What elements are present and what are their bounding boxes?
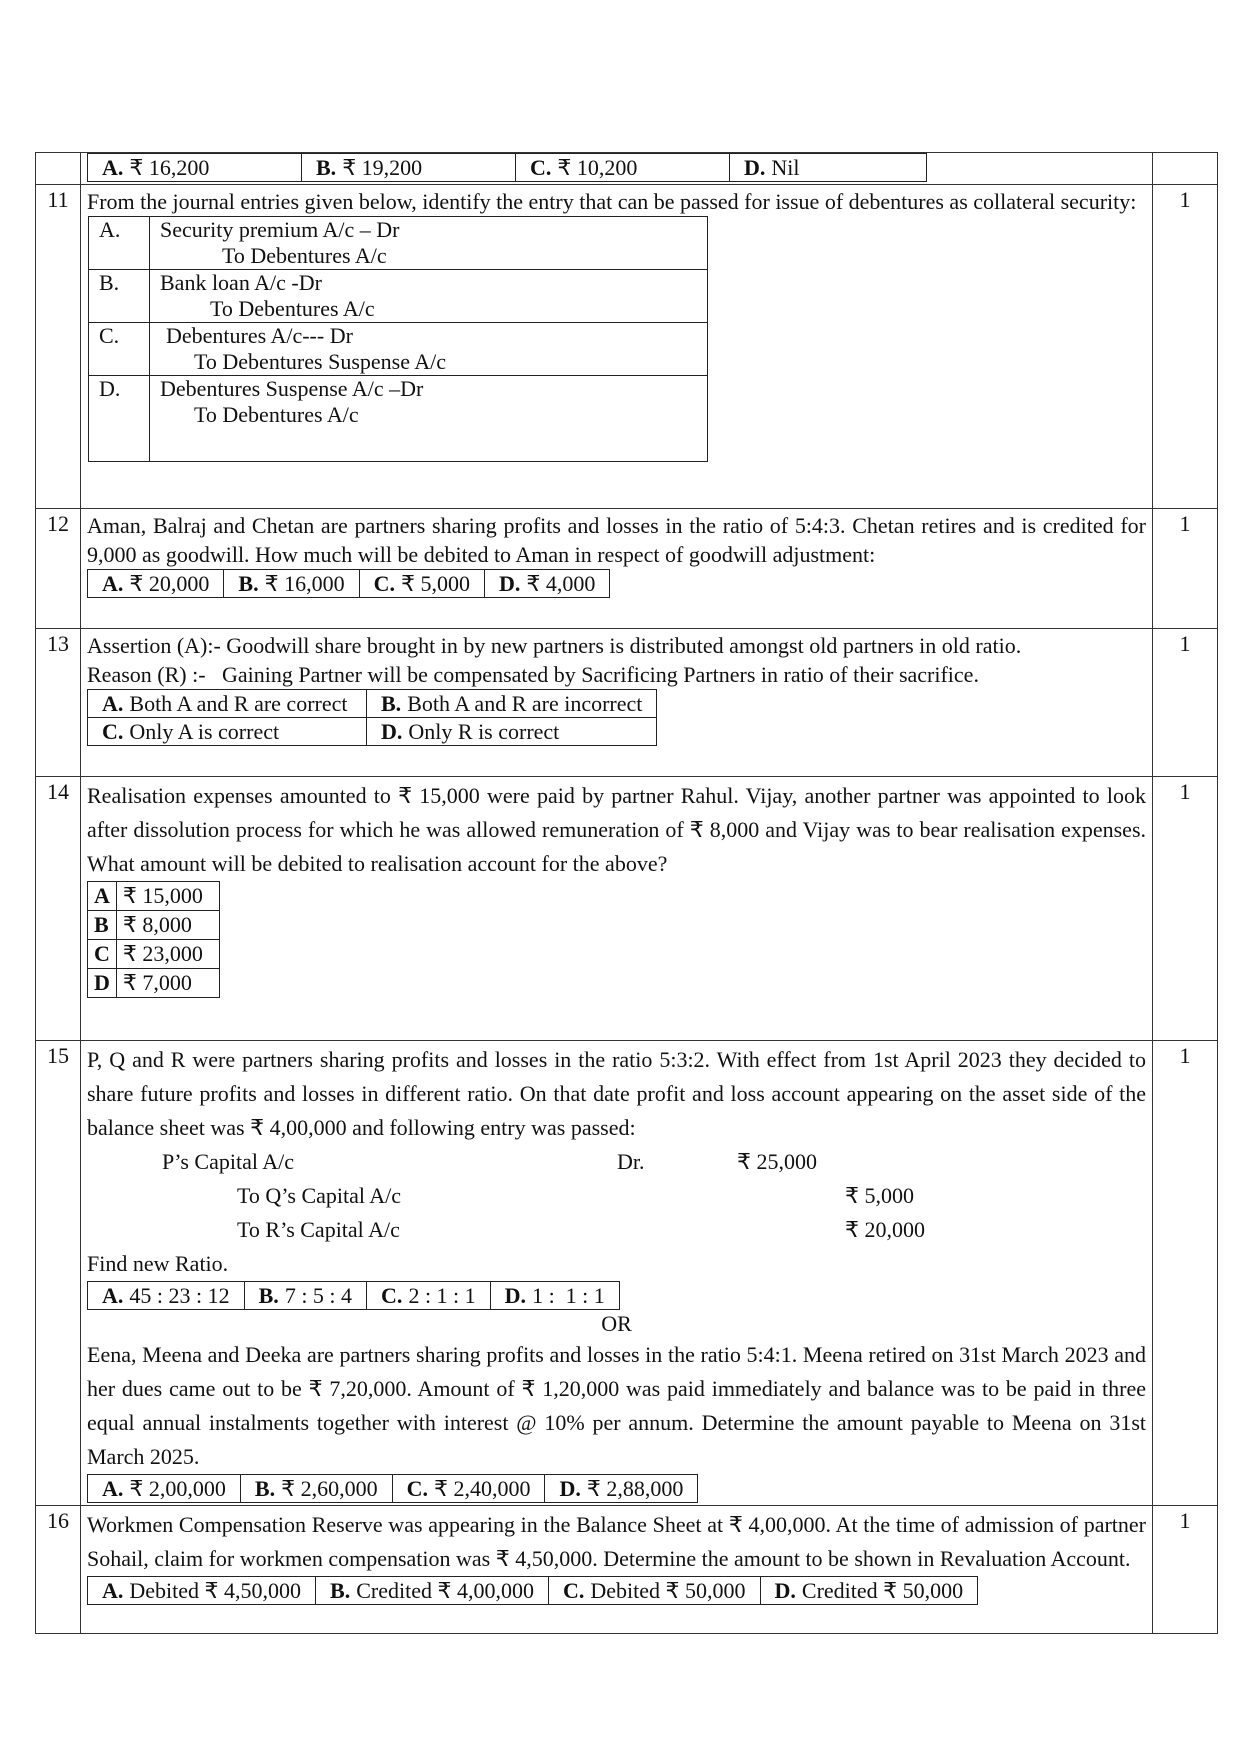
marks [1153, 153, 1218, 185]
questions-table [35, 152, 1218, 1634]
option-a: A. ₹ 16,200 [88, 154, 302, 182]
marks: 1 [1153, 629, 1218, 777]
option-a: A ₹ 15,000 [88, 882, 220, 911]
question-text: Realisation expenses amounted to ₹ 15,000 were paid by partner Rahul. Vijay, another partner was appointed to look after dissolution process for which he was allowed remuneration of ₹ 8,000 and Vijay was to bear realisation expenses. What amount will be debited to realisation account for the above? [87, 783, 1146, 876]
option-b: B. 7 : 5 : 4 [244, 1282, 366, 1310]
option-b: B. Bank loan A/c -Dr To Debentures A/c [89, 270, 708, 323]
option-d: D. Debentures Suspense A/c –Dr To Debentures A/c [89, 376, 708, 462]
question-number: 14 [36, 777, 81, 1041]
question-16 [36, 1506, 1218, 1634]
q10-options [87, 153, 927, 182]
assertion-text: Assertion (A):- Goodwill share brought in by new partners is distributed amongst old partners in old ratio. [87, 633, 1022, 658]
options [87, 689, 657, 746]
option-d: D. ₹ 4,000 [484, 570, 609, 598]
marks: 1 [1153, 509, 1218, 629]
option-d: D ₹ 7,000 [88, 969, 220, 998]
marks: 1 [1153, 185, 1218, 509]
question-14 [36, 777, 1218, 1041]
question-ask: Find new Ratio. [87, 1251, 229, 1276]
option-a: A. ₹ 2,00,000 [88, 1475, 241, 1503]
question-number: 15 [36, 1041, 81, 1506]
question-text: Workmen Compensation Reserve was appearing in the Balance Sheet at ₹ 4,00,000. At the time of admission of partner Sohail, claim for workmen compensation was ₹ 4,50,000. Determine the amount to be shown in Revaluation Account. [87, 1512, 1146, 1571]
reason-text: Reason (R) :- Gaining Partner will be compensated by Sacrificing Partners in ratio of their sacrifice. [87, 662, 979, 687]
option-a: A. 45 : 23 : 12 [88, 1282, 245, 1310]
option-c: C. Debited ₹ 50,000 [548, 1577, 760, 1605]
option-c: C. Debentures A/c--- Dr To Debentures Suspense A/c [89, 323, 708, 376]
question-11 [36, 185, 1218, 509]
option-d: D. Credited ₹ 50,000 [760, 1577, 978, 1605]
marks: 1 [1153, 777, 1218, 1041]
question-number: 12 [36, 509, 81, 629]
option-d: D. 1 : 1 : 1 [490, 1282, 619, 1310]
question-number [36, 153, 81, 185]
options [87, 1281, 620, 1310]
question-text: From the journal entries given below, identify the entry that can be passed for issue of debentures as collateral security: [87, 189, 1137, 214]
option-c: C ₹ 23,000 [88, 940, 220, 969]
question-number: 11 [36, 185, 81, 509]
option-c: C. ₹ 10,200 [516, 154, 730, 182]
option-b: B. Credited ₹ 4,00,000 [316, 1577, 549, 1605]
question-number: 16 [36, 1506, 81, 1634]
option-b: B. ₹ 19,200 [302, 154, 516, 182]
journal-entry: P’s Capital A/c Dr. ₹ 25,000 To Q’s Capital A/c ₹ 5,000 To R’s Capital A/c ₹ 20,000 [162, 1149, 925, 1242]
alternative-options [87, 1474, 698, 1503]
question-number: 13 [36, 629, 81, 777]
option-b: B. ₹ 2,60,000 [240, 1475, 392, 1503]
option-b: B. Both A and R are incorrect [367, 690, 657, 718]
option-c: C. Only A is correct [88, 718, 367, 746]
question-text: P, Q and R were partners sharing profits and losses in the ratio 5:3:2. With effect from 1st April 2023 they decided to share future profits and losses in different ratio. On that date profit and loss account appearing on the asset side of the balance sheet was ₹ 4,00,000 and following entry was passed: [87, 1047, 1146, 1140]
question-12 [36, 509, 1218, 629]
option-b: B ₹ 8,000 [88, 911, 220, 940]
question-text: Aman, Balraj and Chetan are partners sharing profits and losses in the ratio of 5:4:3. Chetan retires and is credited for 9,000 as goodwill. How much will be debited to Aman in respect of goodwill adjustment: [87, 513, 1146, 567]
option-a: A. Debited ₹ 4,50,000 [88, 1577, 316, 1605]
q10-options-row [36, 153, 1218, 185]
options [87, 1576, 978, 1605]
option-d: D. ₹ 2,88,000 [545, 1475, 698, 1503]
option-c: C. ₹ 5,000 [359, 570, 484, 598]
alternative-question-text: Eena, Meena and Deeka are partners sharing profits and losses in the ratio 5:4:1. Meena retired on 31st March 2023 and her dues came out to be ₹ 7,20,000. Amount of ₹ 1,20,000 was paid immediately and balance was to be paid in three equal annual instalments together with interest @ 10% per annum. Determine the amount payable to Meena on 31st March 2025. [87, 1342, 1146, 1469]
or-separator: OR [601, 1311, 632, 1336]
option-a: A. Both A and R are correct [88, 690, 367, 718]
option-a: A. Security premium A/c – Dr To Debentures A/c [89, 217, 708, 270]
option-c: C. 2 : 1 : 1 [367, 1282, 491, 1310]
option-d: D. Only R is correct [367, 718, 657, 746]
question-15 [36, 1041, 1218, 1506]
options [87, 569, 610, 598]
marks: 1 [1153, 1506, 1218, 1634]
option-d: D. Nil [730, 154, 927, 182]
marks: 1 [1153, 1041, 1218, 1506]
option-a: A. ₹ 20,000 [88, 570, 224, 598]
options [87, 881, 220, 998]
question-13 [36, 629, 1218, 777]
journal-options [88, 216, 708, 462]
option-b: B. ₹ 16,000 [224, 570, 359, 598]
option-c: C. ₹ 2,40,000 [392, 1475, 545, 1503]
